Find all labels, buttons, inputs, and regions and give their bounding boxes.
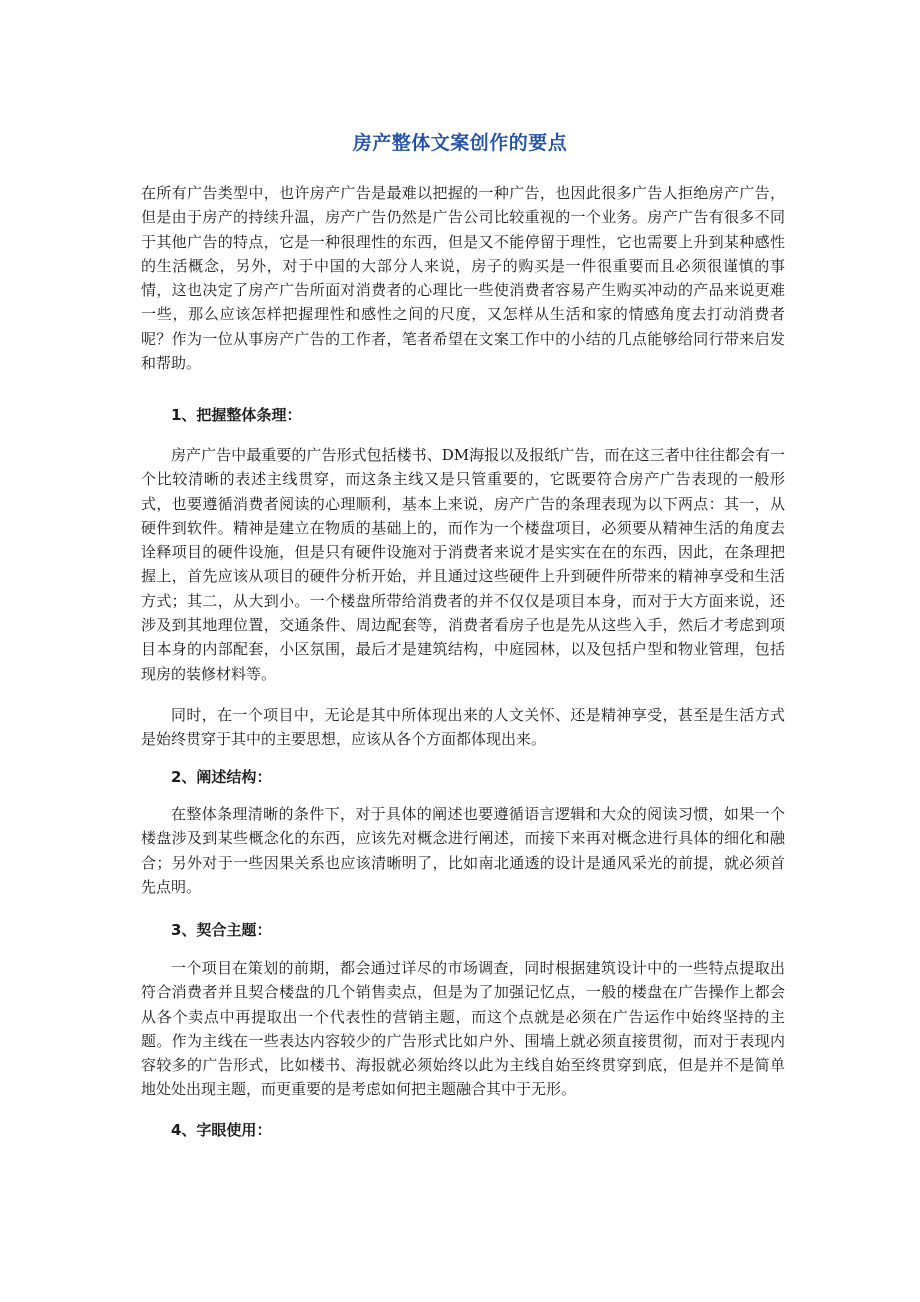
section-2-paragraph-1: 在整体条理清晰的条件下，对于具体的阐述也要遵循语言逻辑和大众的阅读习惯，如果一个楼盘涉及到某些概念化的东西，应该先对概念进行阐述，而接下来再对概念进行具体的细化和融合；另外对于一些因果关系也应该清晰明了，比如南北通透的设计是通风采光的前提，就必须首先点明。 xyxy=(141,805,785,896)
section-heading-4: 4、字眼使用： xyxy=(171,1121,272,1139)
section-3-paragraph-1: 一个项目在策划的前期，都会通过详尽的市场调查，同时根据建筑设计中的一些特点提取出符合消费者并且契合楼盘的几个销售卖点，但是为了加强记忆点，一般的楼盘在广告操作上都会从各个卖点中再提取出一个代表性的营销主题，而这个点就是必须在广告运作中始终坚持的主题。作为主线在一些表达内容较少的广告形式比如户外、围墙上就必须直接贯彻，而对于表现内容较多的广告形式，比如楼书、海报就必须始终以此为主线自始至终贯穿到底，但是并不是简单地处处出现主题，而更重要的是考虑如何把主题融合其中于无形。 xyxy=(141,959,785,1099)
document-title: 房产整体文案创作的要点 xyxy=(352,132,568,154)
section-1-paragraph-2: 同时，在一个项目中，无论是其中所体现出来的人文关怀、还是精神享受，甚至是生活方式是始终贯穿于其中的主要思想，应该从各个方面都体现出来。 xyxy=(141,706,785,749)
section-heading-2: 2、阐述结构： xyxy=(171,768,272,786)
section-heading-1: 1、把握整体条理： xyxy=(171,406,302,424)
section-1-paragraph-1: 房产广告中最重要的广告形式包括楼书、DM海报以及报纸广告，而在这三者中往往都会有一个比较清晰的表述主线贯穿，而这条主线又是只管重要的，它既要符合房产广告表现的一般形式，也要遵循消费者阅读的心理顺利，基本上来说，房产广告的条理表现为以下两点：其一，从硬件到软件。精神是建立在物质的基础上的，而作为一个楼盘项目，必须要从精神生活的角度去诠释项目的硬件设施，但是只有硬件设施对于消费者来说才是实实在在的东西，因此，在条理把握上，首先应该从项目的硬件分析开始，并且通过这些硬件上升到硬件所带来的精神享受和生活方式；其二，从大到小。一个楼盘所带给消费者的并不仅仅是项目本身，而对于大方面来说，还涉及到其地理位置，交通条件、周边配套等，消费者看房子也是先从这些入手，然后才考虑到项目本身的内部配套，小区氛围，最后才是建筑结构，中庭园林，以及包括户型和物业管理，包括现房的装修材料等。 xyxy=(141,446,785,683)
intro-paragraph: 在所有广告类型中，也许房产广告是最难以把握的一种广告，也因此很多广告人拒绝房产广告，但是由于房产的持续升温，房产广告仍然是广告公司比较重视的一个业务。房产广告有很多不同于其他广告的特点，它是一种很理性的东西，但是又不能停留于理性，它也需要上升到某种感性的生活概念，另外，对于中国的大部分人来说，房子的购买是一件很重要而且必须很谨慎的事情，这也决定了房产广告所面对消费者的心理比一些使消费者容易产生购买冲动的产品来说更难一些，那么应该怎样把握理性和感性之间的尺度，又怎样从生活和家的情感角度去打动消费者呢？作为一位从事房产广告的工作者，笔者希望在文案工作中的小结的几点能够给同行带来启发和帮助。 xyxy=(141,184,785,373)
section-heading-3: 3、契合主题： xyxy=(171,921,272,939)
